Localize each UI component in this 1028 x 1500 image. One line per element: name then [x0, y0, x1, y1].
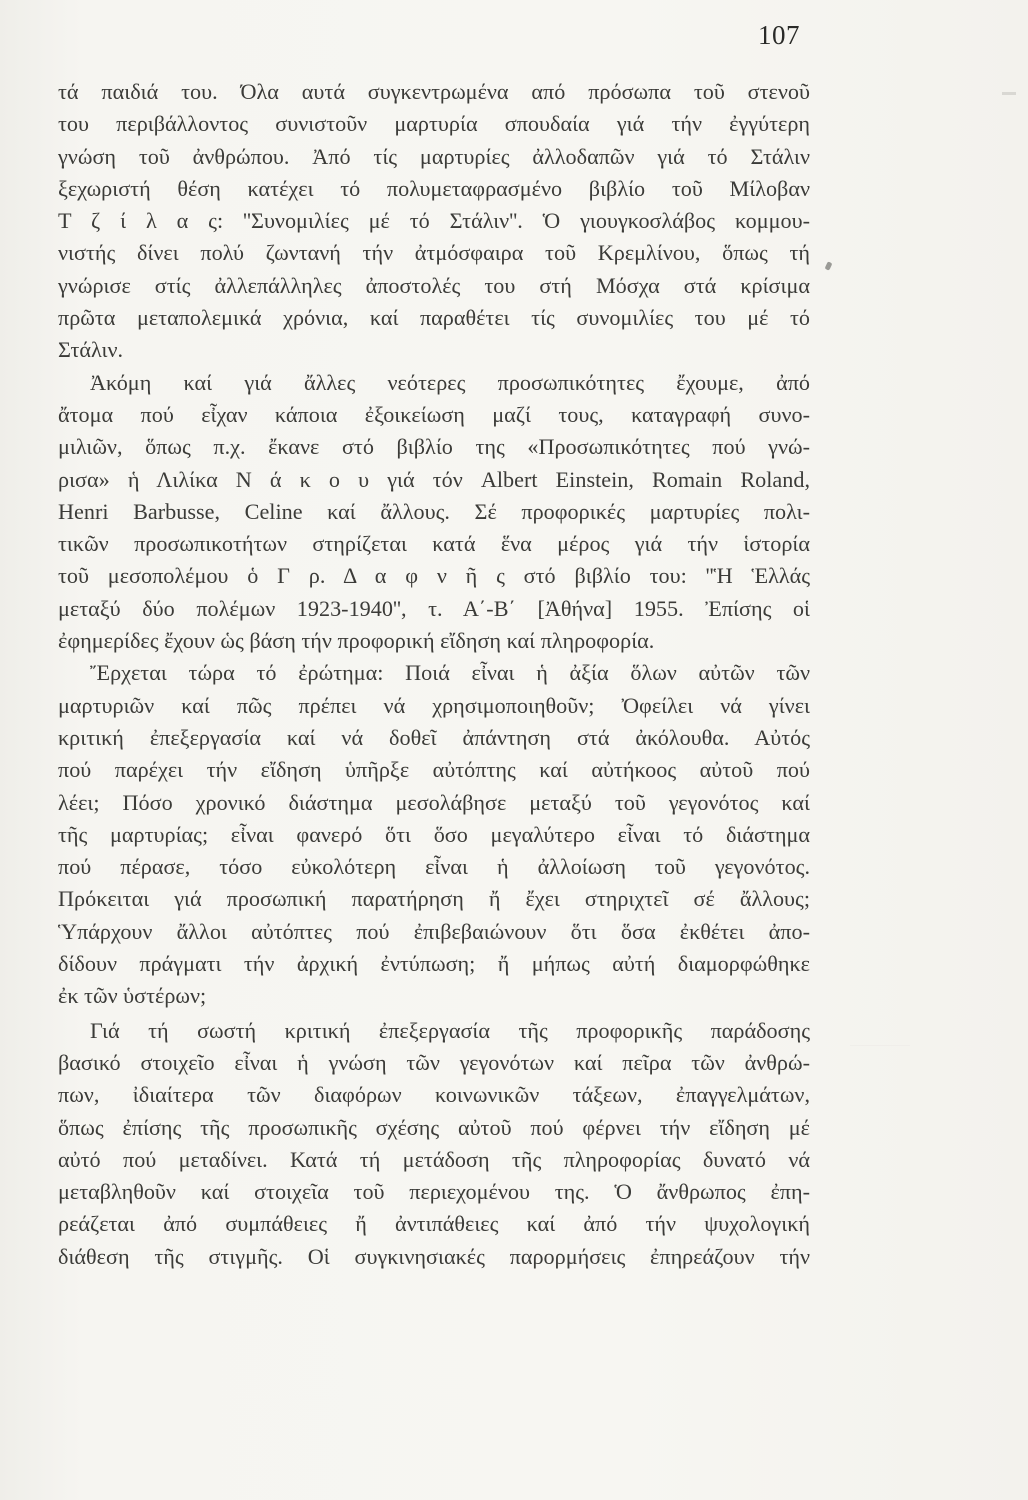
text-line: τά παιδιά του. Όλα αυτά συγκεντρωμένα από πρόσωπα τοῦ στενοῦ — [58, 79, 810, 104]
text-line: πων, ἰδιαίτερα τῶν διαφόρων κοινωνικῶν τάξεων, ἐπαγγελμάτων, — [58, 1082, 810, 1108]
text-line: κριτική ἐπεξεργασία καί νά δοθεῖ ἀπάντηση στά ἀκόλουθα. Αὐτός — [58, 724, 810, 750]
text-line: βασικό στοιχεῖο εἶναι ἡ γνώση τῶν γεγονότων καί πεῖρα τῶν ἀνθρώ- — [58, 1049, 810, 1075]
ink-speck — [825, 261, 833, 270]
text-line: ξεχωριστή θέση κατέχει τό πολυμεταφρασμένο βιβλίο τοῦ Μίλοβαν — [58, 175, 810, 201]
text-line: τοῦ μεσοπολέμου ὁ Γ ρ. Δ α φ ν ῆ ς στό βιβλίο του: ''Ἡ Ἑλλάς — [58, 563, 810, 589]
text-line: μεταξύ δύο πολέμων 1923-1940'', τ. Α΄-Β΄ [Ἀθήνα] 1955. Ἐπίσης οἱ — [58, 595, 810, 621]
text-line: Πρόκειται γιά προσωπική παρατήρηση ἤ ἔχει στηριχτεῖ σέ ἄλλους; — [58, 886, 810, 912]
body-text — [58, 76, 810, 1273]
text-line: γνώρισε στίς ἀλλεπάλληλες ἀποστολές του στή Μόσχα στά κρίσιμα — [58, 272, 810, 298]
text-line: μιλιῶν, ὅπως π.χ. ἔκανε στό βιβλίο της «Προσωπικότητες πού γνώ- — [58, 434, 810, 460]
text-line: Στάλιν. — [58, 337, 124, 363]
text-line: ἄτομα πού εἶχαν κάποια ἐξοικείωση μαζί τους, καταγραφή συνο- — [58, 401, 810, 427]
text-line: λέει; Πόσο χρονικό διάστημα μεσολάβησε μεταξύ τοῦ γεγονότος καί — [58, 789, 810, 815]
text-line: Henri Barbusse, Celine καί ἄλλους. Σέ προφορικές μαρτυρίες πολι- — [58, 498, 810, 524]
text-line: δίδουν πράγματι τήν ἀρχική ἐντύπωση; ἤ μήπως αὐτή διαμορφώθηκε — [58, 951, 810, 977]
text-line: ἐκ τῶν ὑστέρων; — [58, 983, 207, 1009]
text-line: Ὑπάρχουν ἄλλοι αὐτόπτες πού ἐπιβεβαιώνουν ὅτι ὅσα ἐκθέτει ἀπο- — [58, 918, 810, 944]
text-line: νιστής δίνει πολύ ζωντανή τήν ἀτμόσφαιρα τοῦ Κρεμλίνου, ὅπως τή — [58, 240, 810, 266]
text-line: πρῶτα μεταπολεμικά χρόνια, καί παραθέτει τίς συνομιλίες του μέ τό — [58, 305, 810, 331]
text-line: πού πέρασε, τόσο εὐκολότερη εἶναι ἡ ἀλλοίωση τοῦ γεγονότος. — [58, 854, 810, 880]
text-line: αὐτό πού μεταδίνει. Κατά τή μετάδοση τῆς πληροφορίας δυνατό νά — [58, 1146, 810, 1172]
text-line: ρεάζεται ἀπό συμπάθειες ἤ ἀντιπάθειες καί ἀπό τήν ψυχολογική — [58, 1211, 810, 1237]
paragraph-start-line: Ἀκόμη καί γιά ἄλλες νεότερες προσωπικότητες ἔχουμε, ἀπό — [90, 369, 810, 395]
text-line: του περιβάλλοντος συνιστοῦν μαρτυρία σπουδαία γιά τήν ἐγγύτερη — [58, 111, 810, 137]
text-line: μαρτυριῶν καί πῶς πρέπει νά χρησιμοποιηθοῦν; Ὀφείλει νά γίνει — [58, 692, 810, 718]
text-line: τῆς μαρτυρίας; εἶναι φανερό ὅτι ὅσο μεγαλύτερο εἶναι τό διάστημα — [58, 821, 810, 847]
text-line: διάθεση τῆς στιγμῆς. Οἱ συγκινησιακές παρορμήσεις ἐπηρεάζουν τήν — [58, 1243, 810, 1269]
margin-mark — [1002, 92, 1016, 95]
text-line: τικῶν προσωπικοτήτων στηρίζεται κατά ἕνα μέρος γιά τήν ἱστορία — [58, 531, 810, 557]
show-through-mark — [850, 1045, 910, 1076]
text-line: ἐφημερίδες ἔχουν ὡς βάση τήν προφορική εἴδηση καί πληροφορία. — [58, 628, 655, 654]
paragraph-start-line: Ἔρχεται τώρα τό ἐρώτημα: Ποιά εἶναι ἡ ἀξία ὅλων αὐτῶν τῶν — [90, 660, 810, 686]
text-line: πού παρέχει τήν εἴδηση ὑπῆρξε αὐτόπτης καί αὐτήκοος αὐτοῦ πού — [58, 757, 810, 783]
paragraph-start-line: Γιά τή σωστή κριτική ἐπεξεργασία τῆς προφορικῆς παράδοσης — [90, 1017, 810, 1043]
text-line: γνώση τοῦ ἀνθρώπου. Ἀπό τίς μαρτυρίες ἀλλοδαπῶν γιά τό Στάλιν — [58, 143, 810, 169]
text-line: Τ ζ ί λ α ς: ''Συνομιλίες μέ τό Στάλιν''. Ὁ γιουγκοσλάβος κομμου- — [58, 208, 810, 234]
text-line: ρισα» ἡ Λιλίκα Ν ά κ ο υ γιά τόν Albert Einstein, Romain Roland, — [58, 466, 810, 492]
text-line: ὅπως ἐπίσης τῆς προσωπικῆς σχέσης αὐτοῦ πού φέρνει τήν εἴδηση μέ — [58, 1114, 810, 1140]
text-line: μεταβληθοῦν καί στοιχεῖα τοῦ περιεχομένου της. Ὁ ἄνθρωπος ἐπη- — [58, 1179, 810, 1205]
page-number: 107 — [758, 20, 800, 50]
